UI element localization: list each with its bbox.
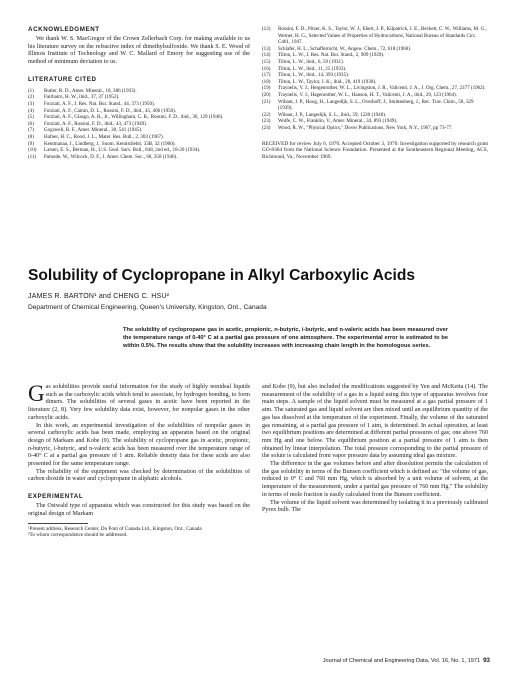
reference-number: (23) [262, 118, 271, 125]
acknowledgment-heading: ACKNOWLEDGMENT [28, 26, 100, 33]
experimental-paragraph-1: The Ostwald type of apparatus which was constructed for this study was based on the original design of Markam [28, 503, 250, 517]
reference-item [262, 26, 488, 46]
article-title: Solubility of Cyclopropane in Alkyl Carboxylic Acids [28, 267, 416, 284]
received-note: RECEIVED for review July 6, 1970. Accepted October 3, 1970. Investigation supported by research grant GO-8364 from the National Science Foundation. Presented at the Southeastern Regional Meeting, ACS, Richmond, Va., November 1969. [262, 140, 488, 161]
intro-paragraph-1 [28, 381, 250, 423]
reference-text: Larsen, E. S., Berman, H., U.S. Geol. Surv. Bull., 848, 2nd ed., 18-20 (1934). [44, 147, 201, 154]
reference-number: (17) [262, 72, 271, 79]
reference-item [262, 125, 488, 132]
reference-number: (16) [262, 65, 271, 72]
reference-item [262, 72, 488, 79]
literature-cited-heading: LITERATURE CITED [28, 75, 97, 83]
reference-number: (2) [28, 94, 34, 101]
reference-number: (14) [262, 52, 271, 59]
reference-number: (15) [262, 58, 271, 65]
reference-item [262, 52, 488, 59]
reference-number: (12) [262, 26, 271, 32]
reference-text: Traynelis, V. J., Hagenrother, W. L., Hanson, H. T., Valicenti, J. A., ibid., 29, 123 (1964). [278, 91, 457, 98]
reference-number: (13) [262, 45, 271, 52]
reference-item [262, 118, 488, 125]
right-paragraph-3: The volume of the liquid solvent was determined by isolating it in a previously calibrated Pyrex bulb. The [262, 499, 488, 514]
reference-text: Kentmanaa, J., Lindberg, J., Suom. Kemistilehti, 33B, 32 (1960). [44, 140, 176, 147]
reference-text: Forziati, A. F., Camin, D. L., Rossini, F. D., ibid., 45, 406 (1950). [44, 107, 177, 114]
reference-text: Wolfe, C. W., Franklin, V., Amer. Mineral., 34, 893 (1949). [278, 118, 398, 125]
reference-text: Forziati, A. F., Rossini, F. D., ibid., 43, 473 (1949). [44, 120, 148, 127]
right-paragraph-1: and Kobe (9), but also included the modifications suggested by Yen and McKetta (14). The measurement of the solubility of a gas in a liquid using this type of apparatus involves four main steps. A sample of the liquid solvent must be measured at a gas partial pressure of 1 atm. The saturated gas and liquid solvent are then mixed until an equilibrium quantity of the gas has dissolved at the temperature of the experiment. Finally, the volume of the saturated gas remaining, at a partial gas pressure of 1 atm, is determined. In actual operation, at least two equilibrium positions are determined at different partial pressures of gas; one above 760 mm Hg and one below. The equilibrium position at a partial pressure of 1 atm is then obtained by linear interpolation. The total pressure corresponding to the partial pressure of the solute is calculated from vapor pressure data by assuming ideal gas mixture. [262, 384, 488, 460]
reference-text: Forziati, A. F., J. Res. Nat. Bur. Stand., 44, 373 (1950). [44, 101, 155, 107]
reference-text: Wood, R. W., "Physical Optics," Dover Publications, New York, N.Y., 1967, pp 73-77. [278, 124, 453, 131]
reference-text: Forziati, A. F., Glasgo, A. R., Jr., Willingham, C. B., Rossini, F. D., ibid., 36, 129 (1946). [44, 114, 224, 121]
footnote-rule [28, 523, 88, 524]
reference-number: (19) [262, 85, 271, 92]
reference-text: Traynelis, V. J., Hergenrother, W. L., Livingston, J. R., Valicenti, J. A., J. Org. Chem., 27, 2377 (1962). [278, 85, 486, 92]
reference-text: Butler, R. D., Amer. Mineral., 18, 386 (1933). [44, 87, 137, 94]
reference-list-left [28, 88, 250, 161]
reference-text: Gogswell, R. F., Amer. Mineral., 30, 541 (1945). [44, 127, 143, 134]
intro-paragraph-3: The reliability of the equipment was checked by determination of the solubilities of carbon dioxide in water and cyclopropane in aliphatic alcohols. [28, 468, 250, 483]
reference-number: (6) [28, 120, 34, 127]
reference-item [28, 134, 250, 141]
reference-number: (3) [28, 101, 34, 107]
top-right-column [262, 26, 488, 161]
reference-text: Tilton, L. W., ibid., 14, 393 (1935). [278, 72, 350, 79]
reference-number: (10) [28, 147, 37, 154]
reference-item [262, 59, 488, 66]
reference-number: (24) [262, 124, 271, 131]
reference-number: (5) [28, 114, 34, 121]
article-affiliation: Department of Chemical Engineering, Queen's University, Kingston, Ont., Canada [28, 304, 267, 311]
footnote-2: ²To whom correspondence should be addressed. [28, 532, 128, 539]
page-footer [290, 657, 490, 664]
reference-item [28, 127, 250, 134]
reference-text: Tilton, L. W., Taylor, J. K., ibid., 20, 419 (1938). [278, 78, 377, 85]
reference-list-right [262, 26, 488, 132]
reference-number: (11) [28, 153, 37, 160]
reference-text: Schlafer, H. L., Schaffernicht, W., Angew. Chem., 72, 618 (1960). [278, 45, 412, 52]
reference-number: (18) [262, 78, 271, 85]
acknowledgment-text: We thank W. S. MacGregor of the Crown Zellerbach Corp. for making available to us his literature survey on the refractive index of dimethylsulfoxide. We thank S. E. Wood of Illinois Institute of Technology and W. C. Mallard of Emory for suggesting use of the method of minimum deviation to us. [28, 36, 250, 66]
intro-paragraph-2: In this work, an experimental investigation of the solubilities of nonpolar gases in several carboxylic acids has been made, employing an apparatus based on the original design of Markam and Kobe (9). The solubility of cyclopropane gas in acetic, propionic, n-butyric, i-butyric, and n-valeric acids has been measured over the temperature range of 0-40° C at a partial gas pressure of 1 atm. Reliable density data for these acids are also presented for the same temperature range. [28, 422, 250, 468]
reference-text: Tilton, L. W., J. Res. Nat. Bur. Stand., 2, 909 (1929). [278, 52, 385, 59]
reference-text: Tilton, L. W., ibid., 11, 25 (1933). [278, 65, 347, 72]
top-left-column [28, 26, 250, 160]
article-authors: JAMES R. BARTON¹ and CHENG C. HSU² [28, 293, 170, 300]
article-right-column [262, 384, 488, 515]
reference-number: (4) [28, 107, 34, 114]
reference-item [262, 99, 488, 112]
journal-citation: Journal of Chemical and Engineering Data, Vol. 16, No. 1, 1971 [322, 658, 481, 664]
reference-number: (7) [28, 127, 34, 134]
reference-item [28, 114, 250, 121]
reference-item [28, 94, 250, 101]
reference-text: Hafner, H. C., Rood, J. L., Mater. Res. Bull., 2, 303 (1967). [44, 133, 164, 140]
article-abstract: The solubility of cyclopropane gas in acetic, propionic, n-butyric, i-butyric, and n-valeric acids has been measured over the temperature range of 0-40° C at a partial gas pressure of one atmosphere. The experimental error is estimated to be within 0.5%. The results show that the solubility increases with increasing chain length in the homologous series. [123, 327, 448, 349]
article-left-column [28, 381, 250, 539]
reference-text: Fairbairn, H. W., ibid., 37, 37 (1952). [44, 94, 120, 101]
reference-number: (22) [262, 111, 271, 118]
reference-item [262, 85, 488, 92]
footnote-1: ¹Present address, Research Center, Du Pont of Canada Ltd., Kingston, Ont., Canada [28, 525, 202, 532]
intro-paragraph-1-text: as solubilities provide useful information for the study of highly nonideal liquids such as the carboxylic acids which tend to associate, by hydrogen bonding, to form dimers. The solubilities of several gases in acetic have been reported in the literature (2, 8). Very few solubility data exist, however, for nonpolar gases in the other carboxylic acids. [28, 384, 250, 421]
reference-text: Rossini, F. D., Pitzer, K. S., Taylor, W. J., Ebert, J. P., Kilpatrick, J. E., Beckett, C. W., Williams, M. G., Werner, H. G., Selected Values of Properties of Hydrocarbons, National Bureau of Standards Circ. C461, 1947. [278, 26, 487, 46]
page-number: 93 [483, 657, 490, 664]
reference-number: (1) [28, 87, 34, 94]
reference-text: Wibaut, J. P., Hoog, H., Langedijk, S. L., Overhoff, J., Smittenberg, J., Rec. Trav. Chim., 58, 329 (1939). [278, 98, 474, 112]
reference-item [28, 101, 250, 108]
reference-number: (21) [262, 98, 271, 105]
drop-cap: G [28, 381, 45, 406]
reference-number: (8) [28, 133, 34, 140]
reference-number: (9) [28, 140, 34, 147]
reference-number: (20) [262, 91, 271, 98]
reference-text: Wibaut, J. P., Langedijk, S. L., ibid., 59, 1220 (1940). [278, 111, 387, 118]
reference-item [28, 147, 250, 154]
experimental-heading: EXPERIMENTAL [28, 493, 84, 501]
reference-text: Patnode, W., Wilcock, D. F., J. Amer. Chem. Soc., 68, 358 (1946). [44, 153, 178, 160]
reference-text: Tilton, L. W., ibid., 6, 59 (1931). [278, 58, 344, 65]
reference-item [262, 92, 488, 99]
right-paragraph-2: The difference in the gas volumes before and after dissolution permits the calculation of the gas solubility in terms of the Bunsen coefficient which is defined as: "the volume of gas, reduced to 0° C and 760 mm Hg, which is absorbed by a unit volume of solvent, at the temperature of the measurement, under a partial gas pressure of 760 mm Hg." The solubility in terms of mole fraction is easily calculated from the Bunsen coefficient. [262, 461, 488, 498]
reference-item [28, 154, 250, 161]
